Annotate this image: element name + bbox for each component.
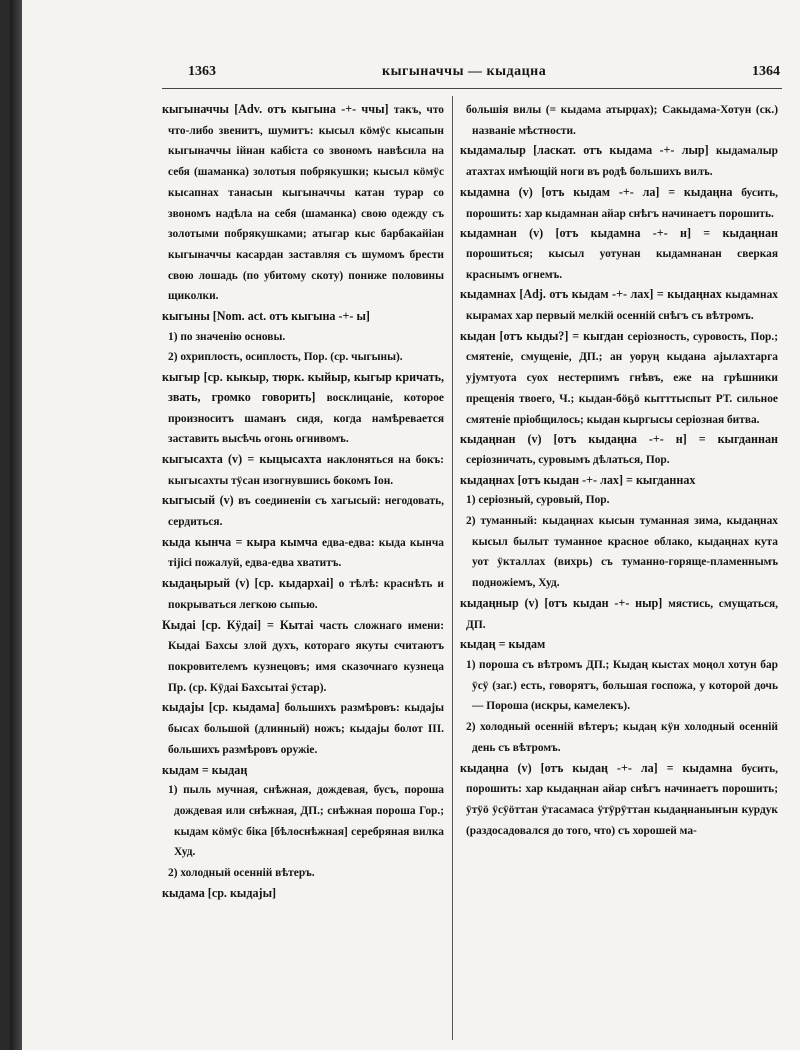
dictionary-entry bbox=[460, 759, 778, 842]
entry-headword: кыдаңырый (v) [ср. кыдархаі] bbox=[162, 576, 334, 591]
entry-headword: кыдама [ср. кыдаjы] bbox=[162, 885, 277, 900]
entry-definition: 1) пыль мучная, снѣжная, дождевая, бусъ, пороша дождевая или снѣжная, ДП.; снѣжная пороша Гор.; кыдам кӧмӱс біка [бѣлоснѣжная] серебряная вилка Худ. bbox=[168, 784, 444, 859]
entry-headword: кыдам = кыдаң bbox=[162, 762, 248, 777]
entry-definition: часть сложнаго имени: Кыдаі Бахсы злой духъ, котораго якуты считаютъ покровителемъ кузнецовъ; имя сказочнаго кузнеца Пр. (ср. Кӱдаі Бахсытаі ӱстар). bbox=[168, 619, 444, 694]
entry-definition: кыдамнах кырамах хар первый мелкій осенній снѣгъ съ вѣтромъ. bbox=[466, 289, 778, 323]
entry-headword: кыгысый (v) bbox=[162, 493, 234, 508]
entry-headword: кыдамалыр [ласкат. отъ кыдама -+- лыр] bbox=[460, 143, 709, 158]
dictionary-entry bbox=[162, 574, 444, 615]
entry-headword: Кыдаі [ср. Кӱдаі] = Кытаі bbox=[162, 617, 314, 632]
entry-definition: 2) охриплость, осиплость, Пор. (ср. чыгыны). bbox=[168, 351, 403, 364]
dictionary-entry bbox=[162, 100, 444, 307]
entry-definition: серіозничать, суровымъ дѣлаться, Пор. bbox=[466, 453, 670, 466]
entry-headword: кыдамна (v) [отъ кыдам -+- ла] = кыдаңна bbox=[460, 184, 733, 199]
dictionary-entry bbox=[460, 327, 778, 431]
dictionary-entry bbox=[162, 327, 444, 348]
dictionary-entry bbox=[460, 471, 778, 491]
entry-definition: 2) холодный осенній вѣтеръ. bbox=[168, 867, 315, 880]
entry-headword: кыдамнах [Adj. отъ кыдам -+- лах] = кыдаңнах bbox=[460, 287, 722, 302]
entry-definition: 1) пороша съ вѣтромъ ДП.; Кыдаң кыстах моңол хотун бар ӱсӱ (заг.) есть, говорятъ, большая госпожа, у которой дочь — Пороша (искры, камелекъ). bbox=[466, 658, 778, 713]
running-head: кыгыначчы — кыдацна bbox=[382, 64, 547, 79]
dictionary-entry bbox=[460, 100, 778, 141]
dictionary-entry bbox=[460, 594, 778, 635]
entry-definition: большія вилы (= кыдама атырџах); Сакыдама-Хотун (ск.) названіе мѣстности. bbox=[466, 104, 778, 137]
dictionary-entry bbox=[460, 224, 778, 285]
page-header bbox=[22, 64, 800, 86]
entry-definition: 2) туманный: кыдаңнах кысын туманная зима, кыдаңнах кысыл былыт туманное красное облако, кыдаңнах кута уот ӱкталлах (вихрь) съ туманно-горяще-пламеннымъ подножіемъ, Худ. bbox=[466, 515, 778, 590]
entry-headword: кыгысахта (v) = кыцысахта bbox=[162, 451, 322, 466]
dictionary-entry bbox=[162, 884, 444, 904]
dictionary-entry bbox=[162, 780, 444, 863]
page-edge-shadow bbox=[10, 0, 22, 1050]
entry-headword: кыда кынча = кыра кымча bbox=[162, 534, 318, 549]
right-column bbox=[460, 100, 778, 841]
entry-definition: наклоняться на бокъ: кыгысахты тӱсан изогнувшись бокомъ Іон. bbox=[168, 453, 444, 487]
left-page-number: 1363 bbox=[188, 64, 216, 79]
dictionary-entry bbox=[162, 863, 444, 884]
dictionary-entry bbox=[162, 307, 444, 327]
column-separator bbox=[452, 96, 453, 1040]
entry-headword: кыдаңнах [отъ кыдан -+- лах] = кыгданнах bbox=[460, 472, 696, 487]
entry-definition: такъ, что что-либо звенитъ, шумитъ: кысыл кӧмӱс кысапын кыгыначчы ійнан кабіста со звономъ навѣсила на себя (шаманка) золотыя побрякушки; кысыл кӧмӱс кысапнах танасын кыгыначчы катан турар со звономъ надѣла на себя (шаманка) свою одежду съ золотыми побрякушками; атыгар кыс барбакайіан кыгыначчы касардан заставляя съ шумомъ брести свою лошадь (по убитому скоту) пониже половины щиколки. bbox=[168, 104, 444, 303]
dictionary-entry bbox=[162, 533, 444, 574]
dictionary-entry bbox=[162, 491, 444, 532]
dictionary-entry bbox=[460, 635, 778, 655]
right-page-number: 1364 bbox=[752, 64, 780, 79]
entry-headword: кыдаң = кыдам bbox=[460, 637, 546, 652]
dictionary-entry bbox=[162, 368, 444, 450]
entry-headword: кыдамнан (v) [отъ кыдамна -+- н] = кыдаңнан bbox=[460, 226, 778, 241]
dictionary-entry bbox=[162, 347, 444, 368]
entry-definition: восклицаніе, которое произноситъ шаманъ сидя, когда намѣревается заставить высѣчь огонь огнивомъ. bbox=[168, 391, 444, 446]
dictionary-entry bbox=[162, 761, 444, 781]
entry-definition: бусить, порошить: хар кыдамнан айар снѣгъ начинаетъ порошить. bbox=[466, 186, 778, 220]
entry-definition: порошиться; кысыл уотунан кыдамнанан сверкая краснымъ огнемъ. bbox=[466, 247, 778, 281]
dictionary-entry bbox=[460, 430, 778, 470]
dictionary-entry bbox=[460, 490, 778, 511]
entry-definition: бусить, порошить: хар кыдаңнан айар снѣгъ начинаетъ порошить; ӱтӱӧ ӱсӱӧттан ӱтасамаса ӱтӱрӱттан кыдаңнаныҥын курдук (раздосадовался до того, что) съ хорошей ма- bbox=[466, 762, 779, 837]
entry-definition: кыдамалыр атахтах имѣющій ноги въ родѣ большихъ вилъ. bbox=[466, 145, 778, 179]
entry-definition: 1) серіозный, суровый, Пор. bbox=[466, 494, 610, 507]
dictionary-entry bbox=[460, 141, 778, 182]
entry-definition: въ соединеніи съ хагысый: негодовать, сердиться. bbox=[168, 495, 445, 529]
entry-headword: кыгыны [Nom. act. отъ кыгына -+- ы] bbox=[162, 309, 370, 324]
entry-definition: 2) холодный осенній вѣтеръ; кыдаң кӱн холодный осенній день съ вѣтромъ. bbox=[466, 721, 778, 754]
dictionary-entry bbox=[162, 698, 444, 760]
entry-definition: едва-едва: кыда кынча тіjісі пожалуй, едва-едва хватитъ. bbox=[168, 536, 444, 570]
entry-headword: кыдаңна (v) [отъ кыдаң -+- ла] = кыдамна bbox=[460, 760, 733, 775]
left-column bbox=[162, 100, 444, 903]
entry-definition: мястись, смущаться, ДП. bbox=[466, 597, 778, 631]
dictionary-entry bbox=[460, 717, 778, 758]
dictionary-entry bbox=[162, 616, 444, 699]
entry-definition: о тѣлѣ: краснѣть и покрываться легкою сыпью. bbox=[168, 578, 444, 611]
entry-definition: серіозность, суровость, Пор.; смятеніе, смущеніе, ДП.; ан уоруң кыдана аjылахтарга уjумтуота суох нестерпимъ гнѣвъ, еже на грѣшники прещенія твоего, Ч.; кыдан-бӧҕӧ кытттыспыт РТ. сильное смятеніе пріобщилось; кыдан кыргысы серіозная битва. bbox=[466, 330, 778, 426]
entry-headword: кыдан [отъ кыды?] = кыгдан bbox=[460, 328, 624, 343]
dictionary-entry bbox=[460, 511, 778, 594]
entry-headword: кыгыр [ср. кыкыр, тюрк. кыйыр, кыгыр кричать, звать, громко говорить] bbox=[162, 370, 444, 404]
entry-headword: кыгыначчы [Adv. отъ кыгына -+- ччы] bbox=[162, 102, 389, 116]
header-rule bbox=[162, 88, 782, 89]
entry-headword: кыдаңныр (v) [отъ кыдан -+- ныр] bbox=[460, 595, 663, 610]
dictionary-entry bbox=[460, 285, 778, 326]
dictionary-entry bbox=[162, 450, 444, 491]
entry-definition: 1) по значенію основы. bbox=[168, 330, 286, 343]
entry-definition: большихъ размѣровъ: кыдаjы бысах большой (длинный) ножъ; кыдаjы болот ІІІ. большихъ размѣровъ оружіе. bbox=[168, 702, 444, 756]
entry-headword: кыдаjы [ср. кыдама] bbox=[162, 700, 280, 715]
entry-headword: кыдаңнан (v) [отъ кыдаңна -+- н] = кыгданнан bbox=[460, 432, 778, 447]
dictionary-entry bbox=[460, 655, 778, 717]
dictionary-entry bbox=[460, 183, 778, 224]
